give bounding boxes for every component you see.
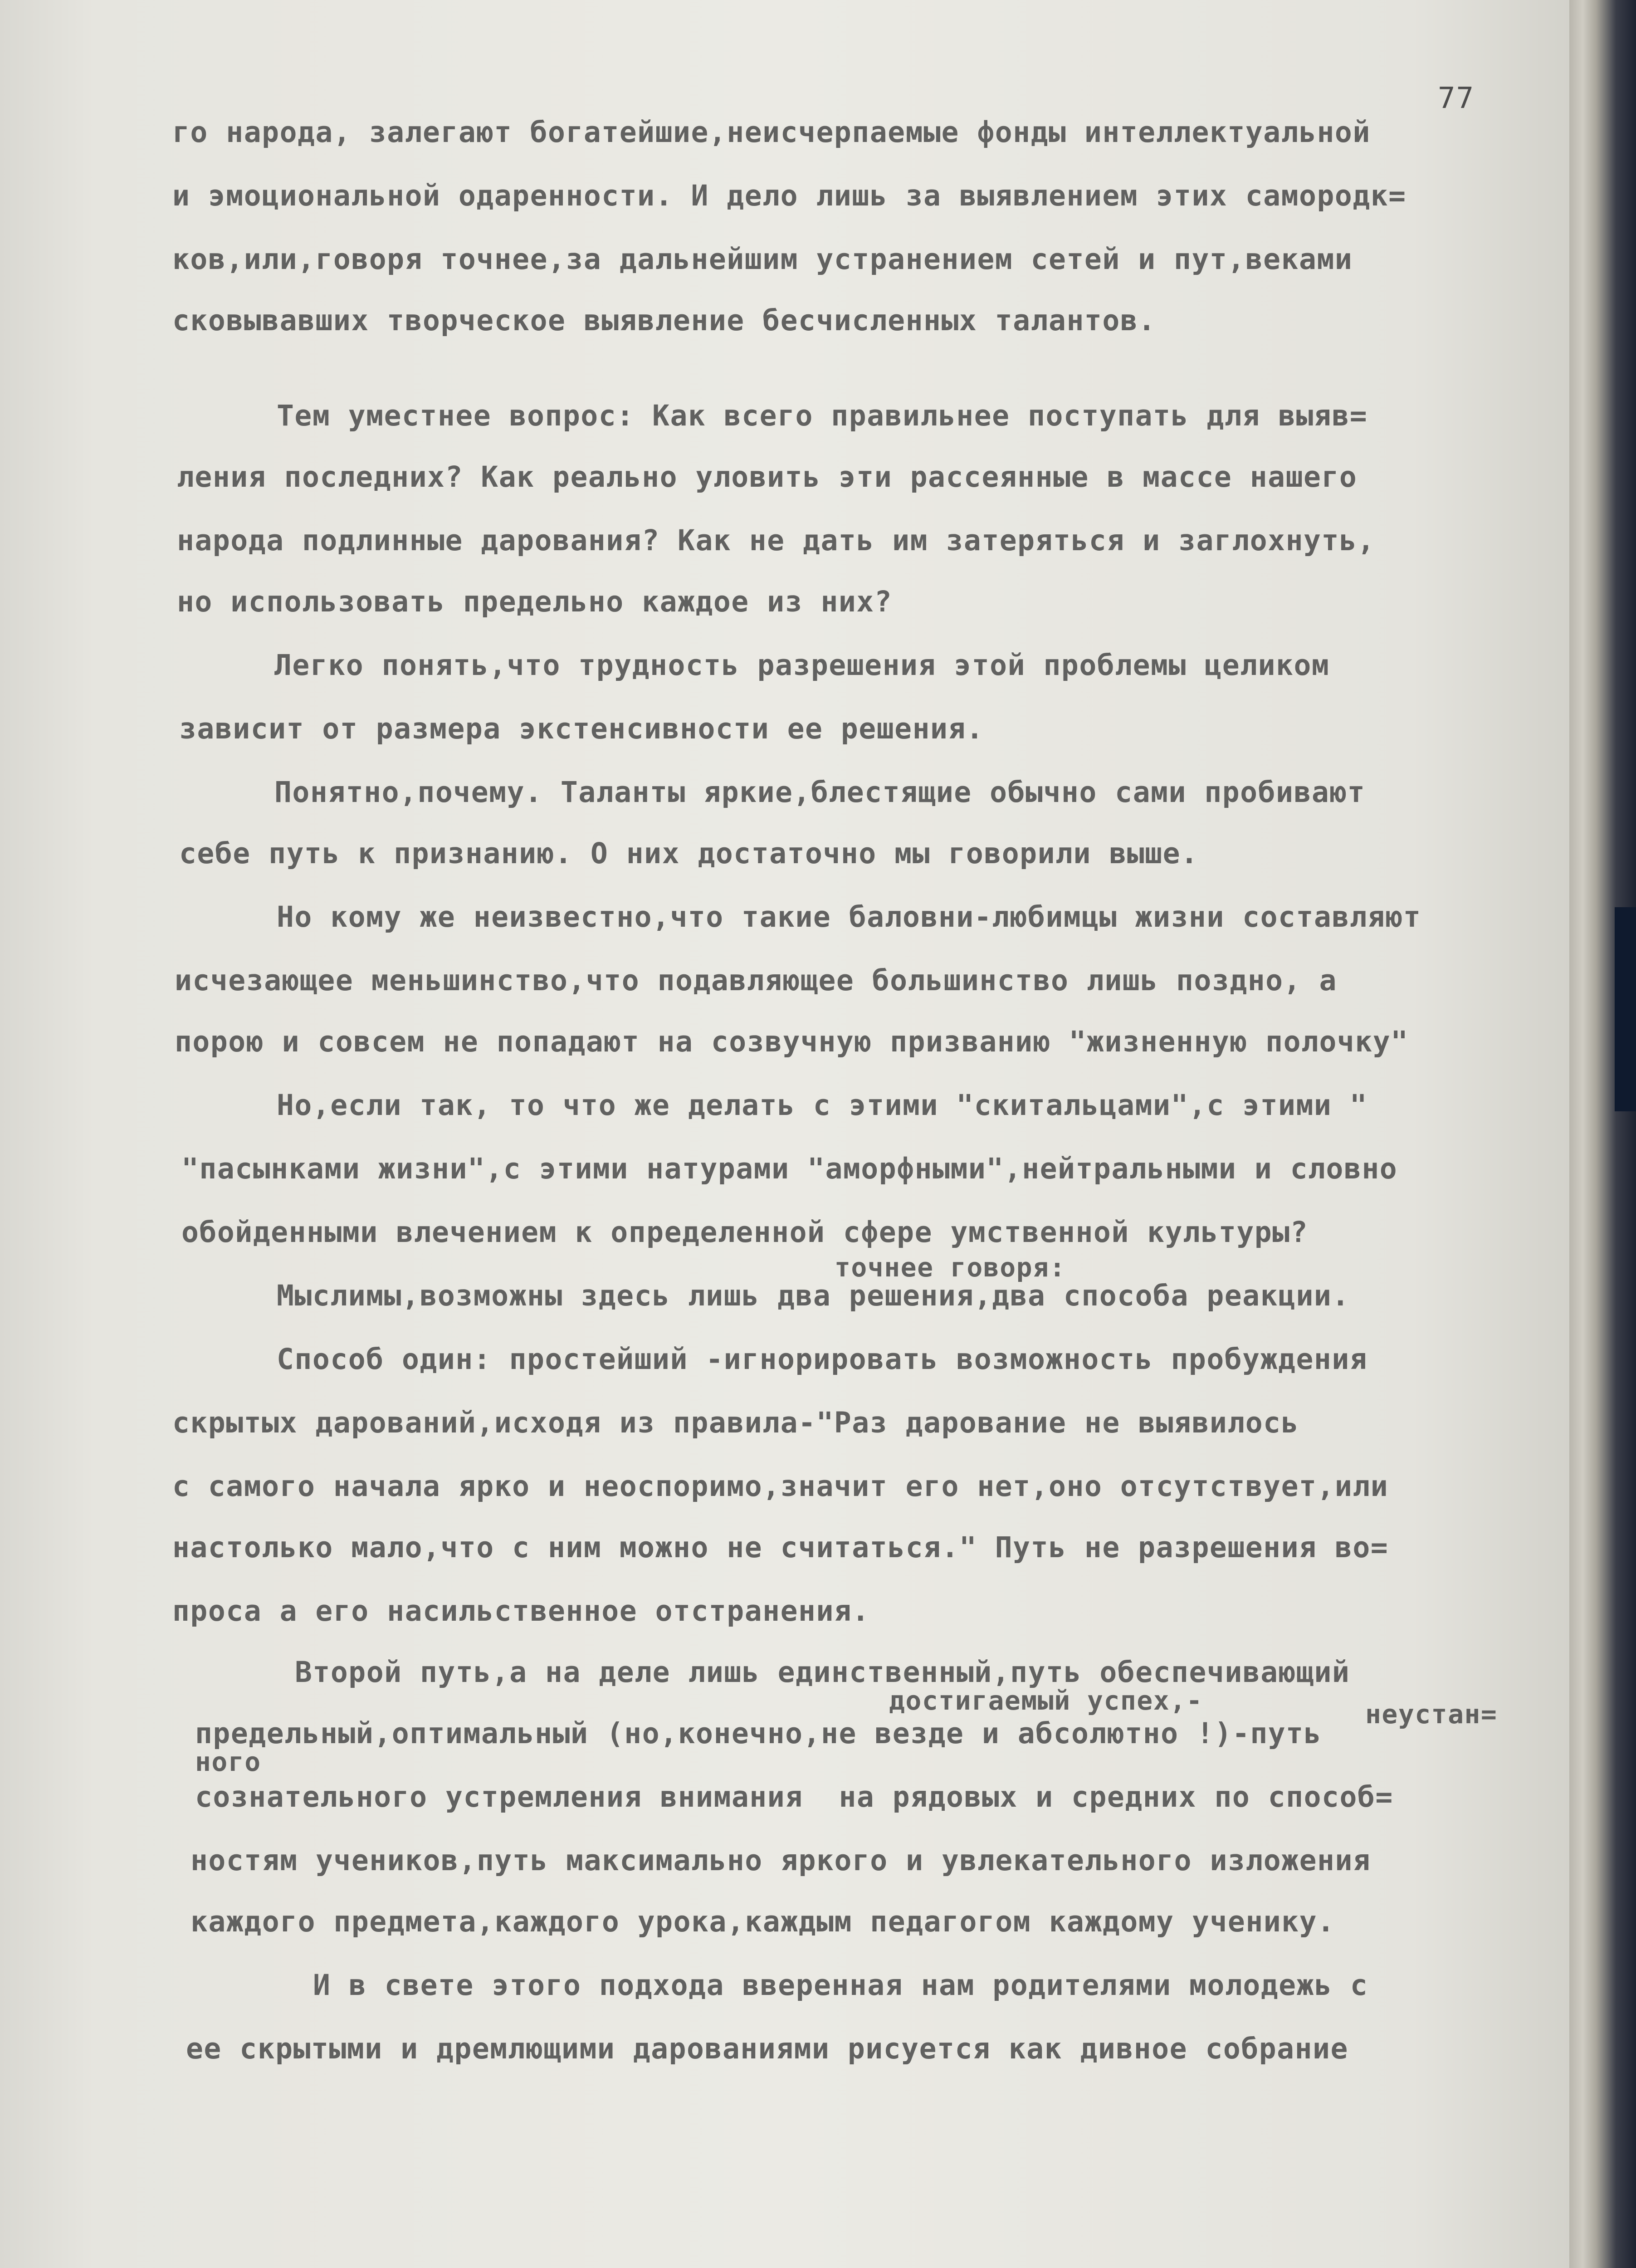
text-line-29: каждого предмета,каждого урока,каждым педагогом каждому ученику. (190, 1905, 1335, 1938)
text-line-9: Легко понять,что трудность разрешения этой проблемы целиком (274, 649, 1330, 682)
text-line-28: ностям учеников,путь максимально яркого и увлекательного изложения (190, 1844, 1371, 1877)
text-insertion-1: точнее говоря: (835, 1252, 1066, 1283)
text-line-27: сознательного устремления внимания на рядовых и средних по способ= (195, 1780, 1393, 1813)
text-line-15: порою и совсем не попадают на созвучную призванию "жизненную полочку" (175, 1025, 1409, 1058)
text-line-12: себе путь к признанию. О них достаточно мы говорили выше. (179, 837, 1199, 870)
text-line-3: ков,или,говоря точнее,за дальнейшим устранением сетей и пут,веками (172, 243, 1353, 276)
text-line-20: Способ один: простейший -игнорировать возможность пробуждения (277, 1343, 1368, 1376)
text-insertion-4: ного (195, 1746, 261, 1777)
text-line-17: "пасынками жизни",с этими натурами "аморфными",нейтральными и словно (181, 1152, 1398, 1185)
text-insertion-3: неустан= (1365, 1699, 1498, 1730)
text-line-31: ее скрытыми и дремлющими дарованиями рисуется как дивное собрание (186, 2032, 1348, 2065)
text-line-19: Мыслимы,возможны здесь лишь два решения,два способа реакции. (277, 1279, 1350, 1312)
page-number: 77 (1438, 82, 1475, 115)
text-line-1: го народа, залегают богатейшие,неисчерпаемые фонды интеллектуальной (172, 116, 1371, 149)
text-line-5: Тем уместнее вопрос: Как всего правильнее поступать для выяв= (277, 399, 1368, 432)
text-line-13: Но кому же неизвестно,что такие баловни-любимцы жизни составляют (277, 900, 1421, 934)
text-line-30: И в свете этого подхода вверенная нам родителями молодежь с (313, 1969, 1368, 2002)
text-line-16: Но,если так, то что же делать с этими "скитальцами",с этими " (277, 1089, 1368, 1122)
text-insertion-2: достигаемый успех,- (889, 1685, 1203, 1716)
text-line-11: Понятно,почему. Таланты яркие,блестящие обычно сами пробивают (274, 776, 1366, 809)
text-line-25: Второй путь,а на деле лишь единственный,путь обеспечивающий (295, 1656, 1350, 1689)
text-line-21: скрытых дарований,исходя из правила-"Раз дарование не выявилось (172, 1406, 1299, 1439)
text-line-2: и эмоциональной одаренности. И дело лишь за выявлением этих самородк= (172, 179, 1406, 212)
page-edge (1569, 0, 1636, 2268)
text-line-10: зависит от размера экстенсивности ее решения. (179, 712, 984, 745)
text-line-24: проса а его насильственное отстранения. (172, 1594, 870, 1628)
text-line-8: но использовать предельно каждое из них? (177, 585, 893, 618)
text-line-4: сковывавших творческое выявление бесчисленных талантов. (172, 304, 1156, 337)
text-line-7: народа подлинные дарования? Как не дать им затеряться и заглохнуть, (177, 524, 1375, 557)
binding-strip (1615, 907, 1636, 1111)
text-line-23: настолько мало,что с ним можно не считаться." Путь не разрешения во= (172, 1531, 1389, 1564)
text-line-26: предельный,оптимальный (но,конечно,не везде и абсолютно !)-путь (195, 1717, 1322, 1750)
text-line-14: исчезающее меньшинство,что подавляющее большинство лишь поздно, а (175, 964, 1337, 997)
text-line-22: с самого начала ярко и неоспоримо,значит его нет,оно отсутствует,или (172, 1470, 1389, 1503)
text-line-6: ления последних? Как реально уловить эти рассеянные в массе нашего (177, 460, 1358, 494)
text-line-18: обойденными влечением к определенной сфере умственной культуры? (181, 1216, 1309, 1249)
